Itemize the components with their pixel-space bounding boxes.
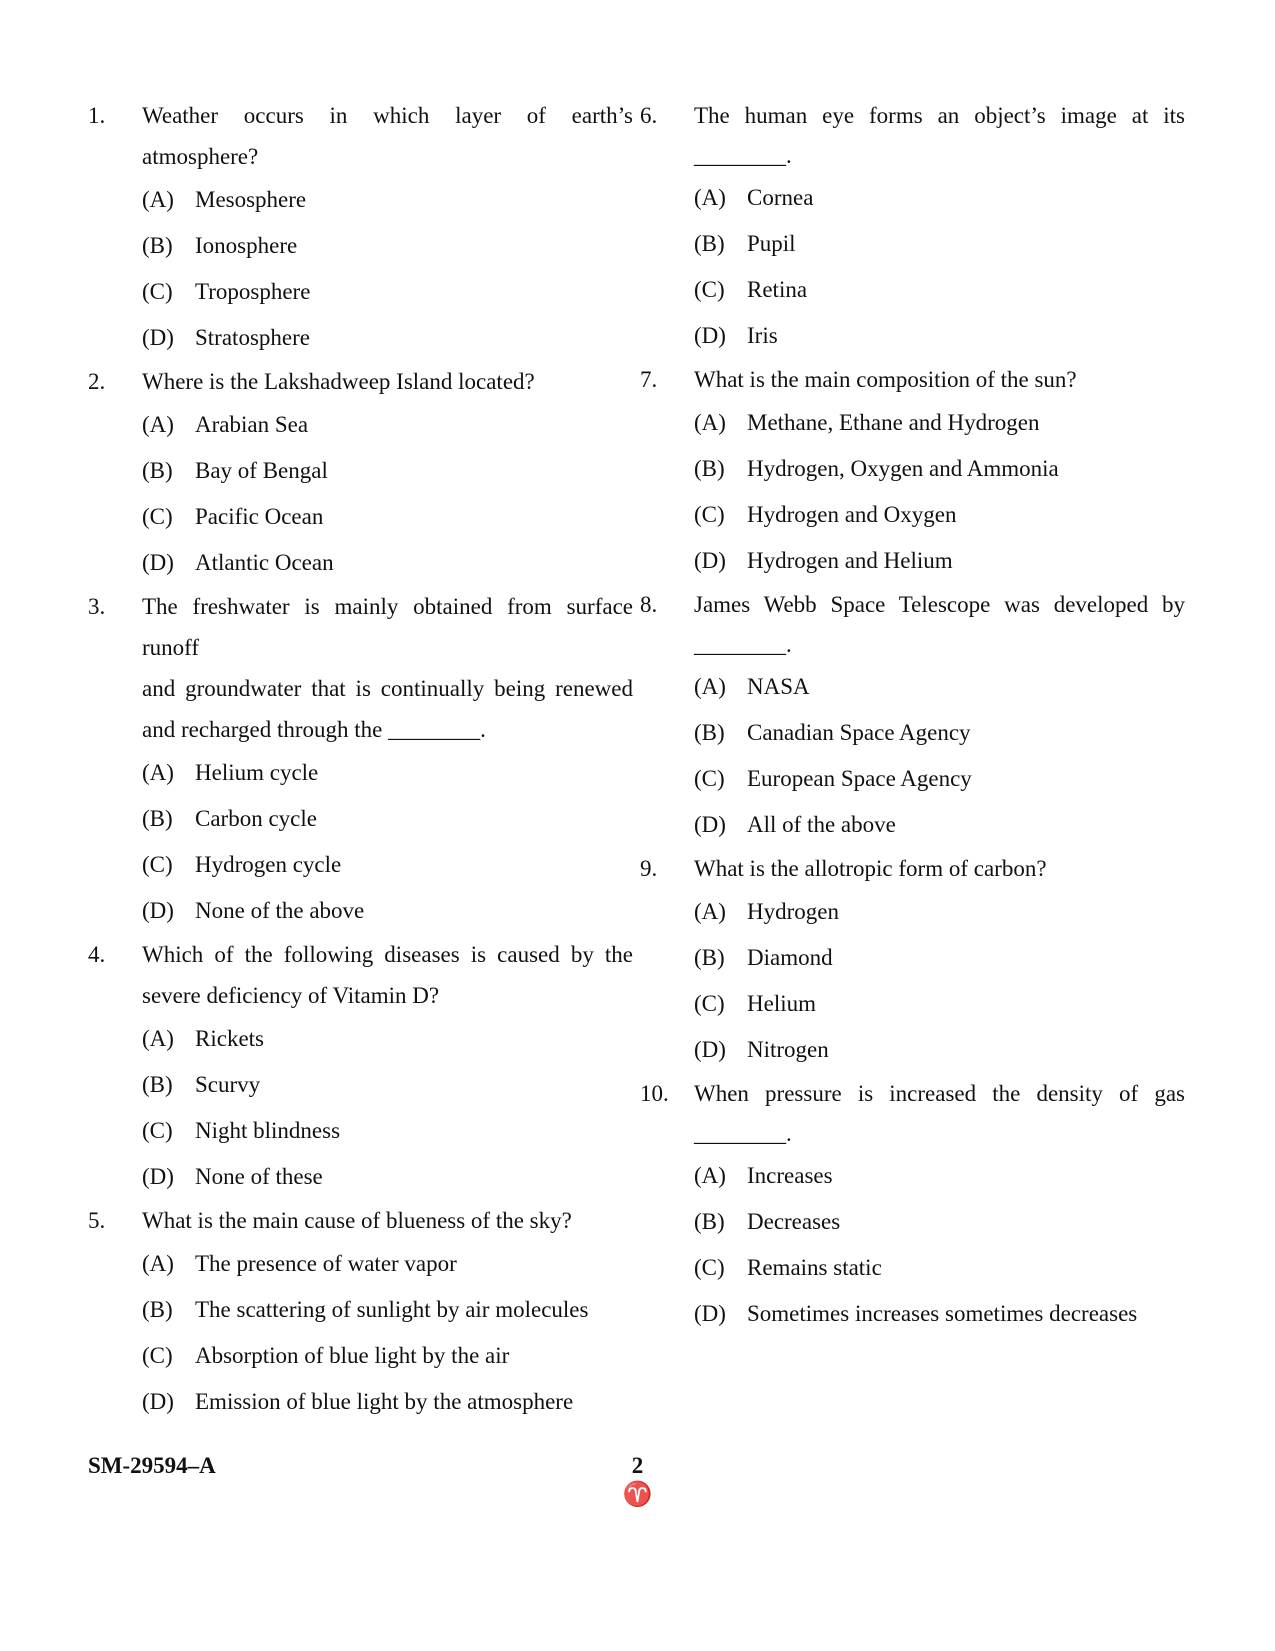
option-label: (A)	[694, 899, 726, 924]
option-label: (D)	[694, 548, 726, 573]
option-text: Helium	[747, 991, 816, 1016]
option-text: The scattering of sunlight by air molecules	[195, 1297, 589, 1322]
option-b	[88, 796, 633, 842]
option-d	[640, 1291, 1185, 1337]
option-label: (C)	[142, 1343, 173, 1368]
option-b	[88, 1287, 633, 1333]
option-a	[640, 175, 1185, 221]
question-text: What is the allotropic form of carbon?	[694, 856, 1047, 881]
option-b	[88, 448, 633, 494]
option-text: Stratosphere	[195, 325, 310, 350]
option-d	[640, 313, 1185, 359]
option-c	[640, 981, 1185, 1027]
option-a	[88, 1241, 633, 1287]
option-text: Rickets	[195, 1026, 264, 1051]
question-number: 3.	[88, 594, 106, 619]
aries-symbol-icon: ♈	[622, 1482, 653, 1508]
option-a	[88, 750, 633, 796]
option-text: European Space Agency	[747, 766, 972, 791]
option-label: (B)	[694, 720, 725, 745]
option-text: Retina	[747, 277, 808, 302]
option-label: (C)	[694, 991, 725, 1016]
option-d	[640, 1027, 1185, 1073]
option-label: (D)	[694, 323, 726, 348]
question-text: Where is the Lakshadweep Island located?	[142, 369, 535, 394]
option-d	[88, 1379, 633, 1425]
page-number: 2	[631, 1453, 644, 1478]
option-label: (C)	[142, 1118, 173, 1143]
option-label: (C)	[694, 502, 725, 527]
option-a	[640, 400, 1185, 446]
option-text: Remains static	[747, 1255, 882, 1280]
option-text: None of the above	[195, 898, 365, 923]
question-text: What is the main cause of blueness of the sky?	[142, 1208, 572, 1233]
question-text: What is the main composition of the sun?	[694, 367, 1077, 392]
question-text-line-2: severe deficiency of Vitamin D?	[142, 983, 440, 1008]
option-label: (B)	[142, 233, 173, 258]
option-text: Canadian Space Agency	[747, 720, 971, 745]
option-label: (A)	[694, 1163, 726, 1188]
question-7	[640, 359, 1185, 584]
question-2	[88, 361, 633, 586]
option-label: (D)	[142, 1164, 174, 1189]
option-label: (A)	[694, 185, 726, 210]
option-label: (A)	[142, 1251, 174, 1276]
option-d	[88, 888, 633, 934]
question-blank: ________.	[694, 143, 792, 168]
question-text-line-1: When pressure is increased the density of gas	[694, 1081, 1185, 1106]
option-label: (D)	[694, 1037, 726, 1062]
option-text: Hydrogen and Oxygen	[747, 502, 957, 527]
question-number: 6.	[640, 103, 658, 128]
option-text: Bay of Bengal	[195, 458, 328, 483]
option-label: (A)	[142, 760, 174, 785]
question-text-line-1: Which of the following diseases is caused by the	[142, 942, 633, 967]
question-number: 2.	[88, 369, 106, 394]
option-text: All of the above	[747, 812, 896, 837]
paper-code: SM-29594–A	[88, 1453, 216, 1478]
option-a	[88, 402, 633, 448]
option-label: (C)	[694, 277, 725, 302]
option-label: (B)	[694, 1209, 725, 1234]
question-number: 7.	[640, 367, 658, 392]
right-column	[640, 95, 1185, 1337]
question-3	[88, 586, 633, 934]
option-label: (A)	[694, 410, 726, 435]
option-text: Diamond	[747, 945, 833, 970]
option-c	[640, 492, 1185, 538]
option-label: (B)	[694, 945, 725, 970]
question-text: Weather occurs in which layer of earth’s atmosphere?	[142, 103, 633, 169]
option-label: (C)	[142, 852, 173, 877]
option-b	[640, 221, 1185, 267]
option-label: (A)	[142, 187, 174, 212]
question-6	[640, 95, 1185, 359]
question-1	[88, 95, 633, 361]
question-blank: ________.	[694, 1121, 792, 1146]
question-text-line-1: The human eye forms an object’s image at its	[694, 103, 1185, 128]
option-b	[640, 935, 1185, 981]
option-text: Hydrogen and Helium	[747, 548, 953, 573]
option-c	[88, 1333, 633, 1379]
option-label: (B)	[142, 806, 173, 831]
option-a	[640, 1153, 1185, 1199]
question-8	[640, 584, 1185, 848]
option-label: (D)	[694, 812, 726, 837]
option-text: Troposphere	[195, 279, 311, 304]
option-c	[640, 756, 1185, 802]
option-text: Absorption of blue light by the air	[195, 1343, 510, 1368]
option-d	[640, 538, 1185, 584]
option-label: (D)	[142, 550, 174, 575]
question-number: 9.	[640, 856, 658, 881]
option-text: Increases	[747, 1163, 833, 1188]
option-text: Sometimes increases sometimes decreases	[747, 1301, 1138, 1326]
question-5	[88, 1200, 633, 1425]
question-number: 10.	[640, 1081, 669, 1106]
option-label: (A)	[142, 1026, 174, 1051]
option-text: The presence of water vapor	[195, 1251, 457, 1276]
option-label: (C)	[694, 766, 725, 791]
option-text: Scurvy	[195, 1072, 261, 1097]
question-blank: ________.	[694, 632, 792, 657]
question-text-line-2: and groundwater that is continually being renewed	[142, 676, 633, 701]
option-text: Nitrogen	[747, 1037, 829, 1062]
option-d	[640, 802, 1185, 848]
option-label: (B)	[694, 231, 725, 256]
option-b	[88, 223, 633, 269]
option-a	[88, 1016, 633, 1062]
option-text: Hydrogen, Oxygen and Ammonia	[747, 456, 1059, 481]
question-text-line-1: The freshwater is mainly obtained from surface runoff	[142, 594, 633, 660]
option-d	[88, 315, 633, 361]
option-label: (A)	[694, 674, 726, 699]
option-label: (B)	[142, 458, 173, 483]
option-text: Pacific Ocean	[195, 504, 324, 529]
question-text-line-1: James Webb Space Telescope was developed by	[694, 592, 1185, 617]
question-number: 8.	[640, 592, 658, 617]
option-text: Mesosphere	[195, 187, 307, 212]
option-label: (C)	[142, 504, 173, 529]
option-label: (D)	[142, 325, 174, 350]
option-c	[88, 1108, 633, 1154]
question-number: 1.	[88, 103, 106, 128]
option-a	[640, 664, 1185, 710]
option-label: (B)	[142, 1297, 173, 1322]
question-number: 4.	[88, 942, 106, 967]
option-text: Hydrogen	[747, 899, 839, 924]
option-text: Atlantic Ocean	[195, 550, 334, 575]
option-b	[640, 1199, 1185, 1245]
option-b	[640, 446, 1185, 492]
option-text: Cornea	[747, 185, 814, 210]
option-text: Pupil	[747, 231, 796, 256]
option-a	[88, 177, 633, 223]
option-text: Decreases	[747, 1209, 841, 1234]
option-b	[88, 1062, 633, 1108]
option-c	[88, 494, 633, 540]
option-text: Carbon cycle	[195, 806, 317, 831]
left-column	[88, 95, 633, 1425]
option-d	[88, 540, 633, 586]
question-10	[640, 1073, 1185, 1337]
option-c	[640, 1245, 1185, 1291]
option-text: Night blindness	[195, 1118, 341, 1143]
option-c	[88, 269, 633, 315]
option-text: None of these	[195, 1164, 323, 1189]
option-label: (B)	[142, 1072, 173, 1097]
question-text-line-3: and recharged through the ________.	[142, 717, 486, 742]
question-number: 5.	[88, 1208, 106, 1233]
option-text: Iris	[747, 323, 778, 348]
option-text: Ionosphere	[195, 233, 298, 258]
option-a	[640, 889, 1185, 935]
option-b	[640, 710, 1185, 756]
option-text: Arabian Sea	[195, 412, 309, 437]
option-label: (D)	[142, 1389, 174, 1414]
option-c	[88, 842, 633, 888]
option-label: (B)	[694, 456, 725, 481]
option-label: (A)	[142, 412, 174, 437]
question-4	[88, 934, 633, 1200]
question-9	[640, 848, 1185, 1073]
option-label: (C)	[142, 279, 173, 304]
option-label: (D)	[142, 898, 174, 923]
option-text: Methane, Ethane and Hydrogen	[747, 410, 1040, 435]
option-c	[640, 267, 1185, 313]
option-text: NASA	[747, 674, 810, 699]
option-d	[88, 1154, 633, 1200]
option-text: Emission of blue light by the atmosphere	[195, 1389, 574, 1414]
option-label: (C)	[694, 1255, 725, 1280]
option-text: Hydrogen cycle	[195, 852, 342, 877]
option-label: (D)	[694, 1301, 726, 1326]
option-text: Helium cycle	[195, 760, 319, 785]
